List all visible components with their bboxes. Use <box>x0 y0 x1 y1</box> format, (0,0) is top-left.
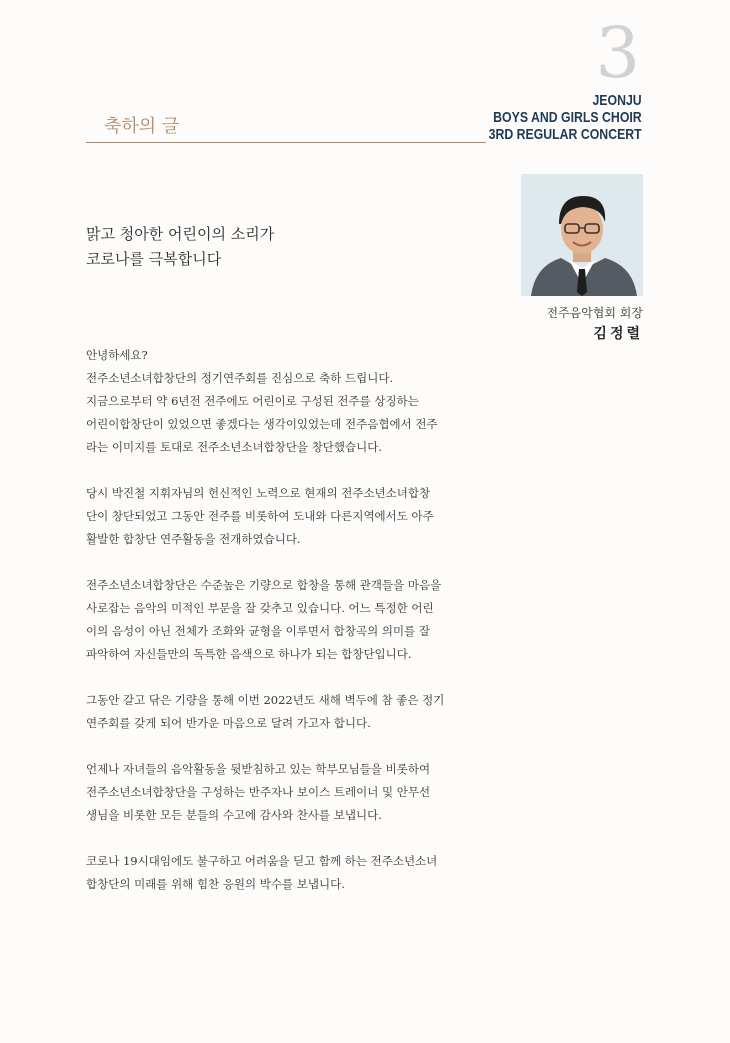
author-role: 전주음악협회 회장 <box>546 306 643 320</box>
paragraph <box>86 758 458 827</box>
concert-line-city: JEONJU <box>592 92 642 109</box>
headline <box>86 222 274 272</box>
text-line: 사로잡는 음악의 미적인 부문을 잘 갖추고 있습니다. 어느 특정한 어린 <box>86 601 434 615</box>
headline-line: 맑고 청아한 어린이의 소리가 <box>86 225 275 243</box>
text-line: 어린이합창단이 있었으면 좋겠다는 생각이있었는데 전주음협에서 전주 <box>86 417 438 431</box>
text-line: 단이 창단되었고 그동안 전주를 비롯하여 도내와 다른지역에서도 아주 <box>86 509 434 523</box>
text-line: 활발한 합창단 연주활동을 전개하였습니다. <box>86 532 301 546</box>
text-line: 연주회를 갖게 되어 반가운 마음으로 달려 가고자 합니다. <box>86 716 371 730</box>
text-line: 코로나 19시대임에도 불구하고 어려움을 딛고 함께 하는 전주소년소녀 <box>86 854 438 868</box>
text-line: 파악하여 자신들만의 독특한 음색으로 하나가 되는 합창단입니다. <box>86 647 412 661</box>
text-line: 그동안 갈고 닦은 기량을 통해 이번 2022년도 새해 벽두에 참 좋은 정기 <box>86 693 445 707</box>
page-number-graphic: 3 <box>595 12 640 94</box>
text-line: 전주소년소녀합창단의 정기연주회를 진심으로 축하 드립니다. <box>86 371 394 385</box>
author-portrait-icon <box>521 174 643 296</box>
text-line: 전주소년소녀합창단은 수준높은 기량으로 합창을 통해 관객들을 마음을 <box>86 578 442 592</box>
paragraph <box>86 689 458 735</box>
section-divider <box>86 142 486 143</box>
text-line: 이의 음성이 아닌 전체가 조화와 균형을 이루면서 합창곡의 의미를 잘 <box>86 624 430 638</box>
text-line: 안녕하세요? <box>86 348 148 362</box>
author-name: 김정렬 <box>593 326 643 342</box>
paragraph <box>86 850 458 896</box>
paragraph <box>86 574 458 666</box>
text-line: 당시 박진철 지휘자님의 헌신적인 노력으로 현재의 전주소년소녀합창 <box>86 486 431 500</box>
text-line: 합창단의 미래를 위해 힘찬 응원의 박수를 보냅니다. <box>86 877 345 891</box>
letter-body <box>86 344 458 919</box>
text-line: 생님을 비롯한 모든 분들의 수고에 감사와 찬사를 보냅니다. <box>86 808 382 822</box>
paragraph <box>86 344 458 459</box>
concert-title <box>489 92 642 143</box>
headline-line: 코로나를 극복합니다 <box>86 250 222 268</box>
concert-line-edition: 3RD REGULAR CONCERT <box>488 126 642 143</box>
text-line: 지금으로부터 약 6년전 전주에도 어린이로 구성된 전주를 상징하는 <box>86 394 419 408</box>
text-line: 언제나 자녀들의 음악활동을 뒷받침하고 있는 학부모님들을 비롯하여 <box>86 762 431 776</box>
text-line: 라는 이미지를 토대로 전주소년소녀합창단을 창단했습니다. <box>86 440 382 454</box>
text-line: 전주소년소녀합창단을 구성하는 반주자나 보이스 트레이너 및 안무선 <box>86 785 431 799</box>
concert-line-choir: BOYS AND GIRLS CHOIR <box>493 109 642 126</box>
section-title: 축하의 글 <box>104 116 180 137</box>
author-photo <box>521 174 643 296</box>
paragraph <box>86 482 458 551</box>
